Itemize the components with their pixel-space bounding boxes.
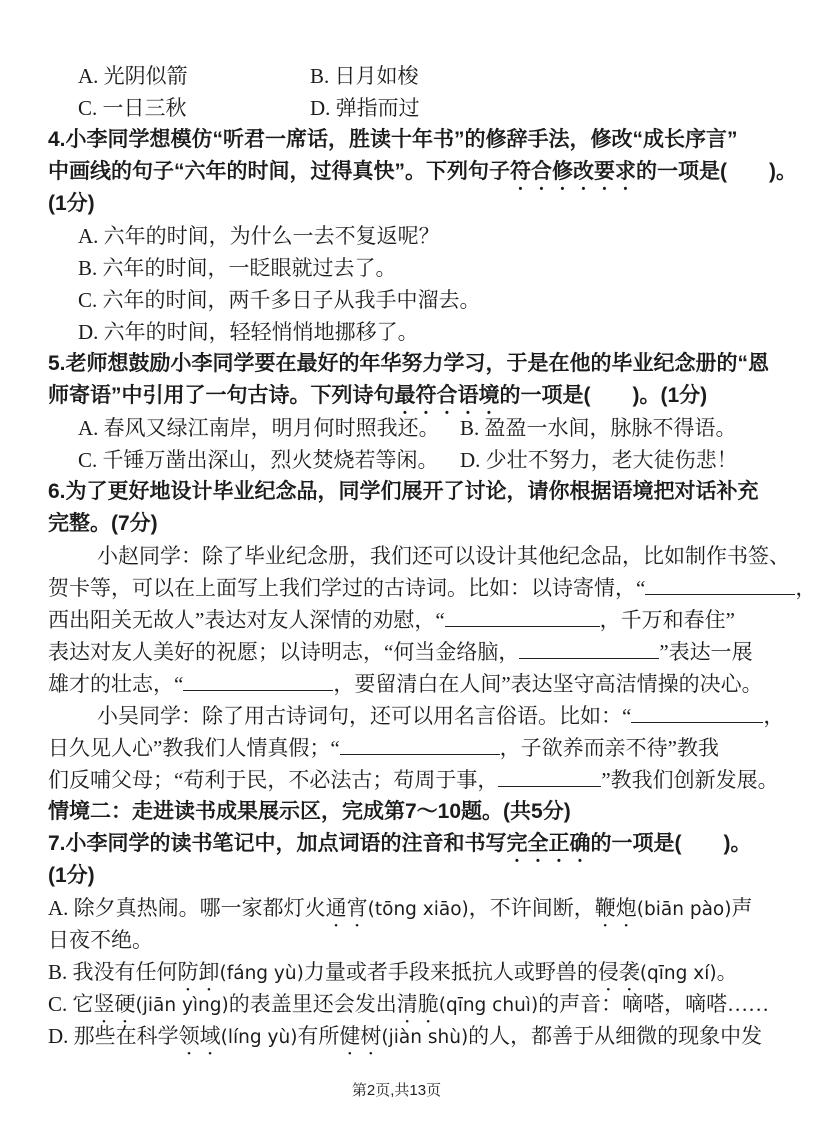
fill-in-blank xyxy=(340,734,500,755)
fill-in-blank xyxy=(498,766,601,787)
q6-dialog-zhao-line-2 xyxy=(48,572,816,604)
text-segment: 力量或者手段来抵抗人或野兽的 xyxy=(303,960,598,984)
emphasized-term: 健树 xyxy=(339,1024,382,1048)
text-segment: B. 我没有任何 xyxy=(48,960,178,984)
pinyin-annotation: (jiān yìng) xyxy=(135,995,229,1016)
q6-dialog-zhao-line-5 xyxy=(48,668,763,700)
fill-in-blank xyxy=(445,606,600,627)
pinyin-annotation: (qīng xí) xyxy=(639,963,717,984)
text-segment: 日夜不绝。 xyxy=(48,928,153,952)
text-segment: D. 弹指而过 xyxy=(310,96,420,120)
emphasized-term: 鞭炮 xyxy=(594,896,637,920)
q7-option-a-line-1 xyxy=(48,892,753,924)
text-segment: A. 六年的时间，为什么一去不复返呢？ xyxy=(78,224,440,248)
pinyin-annotation: (tōng xiāo) xyxy=(367,899,469,920)
section-2-heading xyxy=(48,796,748,828)
q5-options-row-cd xyxy=(48,444,748,476)
text-segment: 贺卡等，可以在上面写上我们学过的古诗词。比如：以诗寄情，“ xyxy=(48,576,646,600)
text-segment: (1分) xyxy=(48,864,95,887)
text-segment: 7.小李同学的读书笔记中，加点词语的注音和书写 xyxy=(48,832,507,855)
pinyin-annotation: (jiàn shù) xyxy=(381,1027,469,1048)
text-segment: 表达对友人美好的祝愿；以诗明志，“何当金络脑， xyxy=(48,640,520,664)
text-segment: ， xyxy=(795,576,816,600)
fill-in-blank xyxy=(645,574,795,595)
q5-stem-line-1 xyxy=(48,348,770,380)
text-segment: 西出阳关无故人”表达对友人深情的劝慰，“ xyxy=(48,608,445,632)
q4-option-d xyxy=(48,316,748,348)
text-segment: 师寄语”中引用了一句古诗。下列诗句 xyxy=(48,384,395,407)
q7-score xyxy=(48,860,748,892)
q6-stem-line-1 xyxy=(48,476,759,508)
text-segment: 。 xyxy=(716,960,738,984)
text-segment: C. 六年的时间，两千多日子从我手中溜去。 xyxy=(78,288,481,312)
q3-options-row-ab xyxy=(48,60,748,92)
text-segment: B. 盈盈一水间，脉脉不得语。 xyxy=(460,416,737,440)
text-segment: ， xyxy=(763,704,785,728)
emphasized-term: 防卸 xyxy=(177,960,220,984)
text-segment: C. 一日三秋 xyxy=(78,96,187,120)
text-segment: 4.小李同学想模仿“听君一席话，胜读十年书”的修辞手法，修改“成长序言” xyxy=(48,128,738,151)
text-segment: A. 除夕真热闹。哪一家都灯火 xyxy=(48,896,326,920)
emphasized-term: 通宵 xyxy=(325,896,368,920)
text-segment: 的声音：嘀嗒，嘀嗒…… xyxy=(538,992,770,1016)
q7-option-d xyxy=(48,1020,763,1052)
text-segment: 情境二：走进读书成果展示区，完成第7～10题。(共5分) xyxy=(48,800,571,823)
q6-stem-line-2 xyxy=(48,508,748,540)
q6-dialog-zhao-line-1 xyxy=(48,540,790,572)
q5-stem-line-2 xyxy=(48,380,748,412)
emphasized-term: 完全正确 xyxy=(506,832,591,855)
q4-score xyxy=(48,188,748,220)
pinyin-annotation: (líng yù) xyxy=(220,1027,298,1048)
q7-option-a-line-2 xyxy=(48,924,748,956)
document-body xyxy=(48,60,816,1052)
text-segment: 的人，都善于从细微的现象中发 xyxy=(468,1024,763,1048)
text-segment: D. 那些在科学 xyxy=(48,1024,179,1048)
q4-option-b xyxy=(48,252,748,284)
text-segment: D. 少壮不努力，老大徒伤悲！ xyxy=(460,448,738,472)
fill-in-blank xyxy=(183,670,333,691)
text-segment: 的表盖里还会发出 xyxy=(228,992,397,1016)
emphasized-term: 领域 xyxy=(178,1024,221,1048)
q6-dialog-wu-line-3 xyxy=(48,764,779,796)
q6-dialog-zhao-line-3 xyxy=(48,604,748,636)
text-segment: 小吴同学：除了用古诗词句，还可以用名言俗语。比如：“ xyxy=(97,704,632,728)
text-segment: 雄才的壮志，“ xyxy=(48,672,184,696)
text-segment: (1分) xyxy=(48,192,95,215)
q4-stem-line-1 xyxy=(48,124,748,156)
text-segment: ”教我们创新发展。 xyxy=(601,768,779,792)
text-segment: 的一项是( )。(1分) xyxy=(499,384,708,407)
text-segment: 有所 xyxy=(297,1024,340,1048)
fill-in-blank xyxy=(519,638,659,659)
q4-stem-line-2 xyxy=(48,156,797,188)
q6-dialog-wu-line-1 xyxy=(48,700,785,732)
text-segment: 中画线的句子“六年的时间，过得真快”。下列句子 xyxy=(48,160,510,183)
q7-option-c xyxy=(48,988,770,1020)
q6-dialog-zhao-line-4 xyxy=(48,636,753,668)
text-segment: 5.老师想鼓励小李同学要在最好的年华努力学习，于是在他的毕业纪念册的“恩 xyxy=(48,352,770,375)
q6-dialog-wu-line-2 xyxy=(48,732,748,764)
text-segment: B. 六年的时间，一眨眼就过去了。 xyxy=(78,256,397,280)
text-segment: 完整。(7分) xyxy=(48,512,158,535)
q4-option-c xyxy=(48,284,748,316)
q5-options-row-ab xyxy=(48,412,748,444)
emphasized-term: 竖硬 xyxy=(93,992,136,1016)
q7-stem-line-1 xyxy=(48,828,752,860)
q7-option-b xyxy=(48,956,748,988)
text-segment: 小赵同学：除了毕业纪念册，我们还可以设计其他纪念品，比如制作书签、 xyxy=(97,544,790,568)
emphasized-term: 符合修改要求 xyxy=(510,160,636,183)
text-segment: 声 xyxy=(731,896,753,920)
fill-in-blank xyxy=(631,702,763,723)
q3-options-row-cd xyxy=(48,92,748,124)
q4-option-a xyxy=(48,220,748,252)
emphasized-term: 最符合语境 xyxy=(394,384,500,407)
page-number-footer: 第2页,共13页 xyxy=(351,1082,442,1099)
text-segment: ，要留清白在人间”表达坚守高洁情操的决心。 xyxy=(333,672,763,696)
text-segment: 日久见人心”教我们人情真假；“ xyxy=(48,736,340,760)
text-segment: A. 春风又绿江南岸，明月何时照我还。 xyxy=(78,416,440,440)
text-segment: C. 它 xyxy=(48,992,94,1016)
emphasized-term: 侵袭 xyxy=(597,960,640,984)
text-segment: 的一项是( )。 xyxy=(636,160,797,183)
text-segment: D. 六年的时间，轻轻悄悄地挪移了。 xyxy=(78,320,419,344)
text-segment: C. 千锤万凿出深山，烈火焚烧若等闲。 xyxy=(78,448,439,472)
text-segment: 6.为了更好地设计毕业纪念品，同学们展开了讨论，请你根据语境把对话补充 xyxy=(48,480,759,503)
pinyin-annotation: (fáng yù) xyxy=(219,963,304,984)
pinyin-annotation: (biān pào) xyxy=(636,899,732,920)
text-segment: 们反哺父母；“苟利于民，不必法古；苟周于事， xyxy=(48,768,499,792)
text-segment: B. 日月如梭 xyxy=(310,64,419,88)
text-segment: 的一项是( )。 xyxy=(590,832,752,855)
text-segment: ，不许间断， xyxy=(468,896,595,920)
text-segment: ，子欲养而亲不待”教我 xyxy=(499,736,719,760)
text-segment: A. 光阴似箭 xyxy=(78,64,188,88)
text-segment: ，千万和春住” xyxy=(599,608,735,632)
emphasized-term: 清脆 xyxy=(396,992,439,1016)
text-segment: ”表达一展 xyxy=(659,640,753,664)
pinyin-annotation: (qīng chuì) xyxy=(438,995,539,1016)
